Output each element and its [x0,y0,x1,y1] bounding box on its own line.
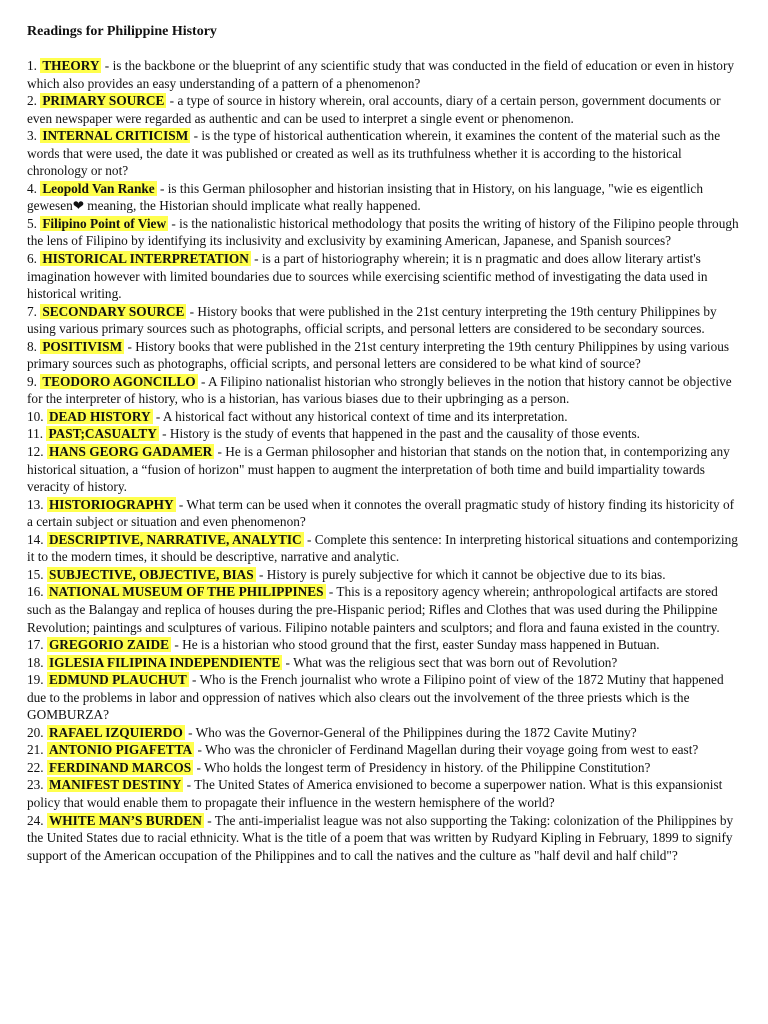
highlighted-term: POSITIVISM [42,338,123,354]
list-item: 18. IGLESIA FILIPINA INDEPENDIENTE - What was the religious sect that was born out of Revolution? [27,654,618,670]
list-item: 3. INTERNAL CRITICISM - is the type of historical authentication wherein, it examines the content of the material such as the words that were used, the date it was published or created as well as its truthfulness whether it is according to the historical chronology or not? [27,128,721,179]
item-description: is this German philosopher and historian insisting that in History, on his language, "wie es eigentlich gewesen❤ meaning, the Historian should implicate what really happened. [27,180,703,214]
item-number: 8. [27,338,37,354]
list-item: 10. DEAD HISTORY - A historical fact without any historical context of time and its interpretation. [27,408,568,424]
list-item: 8. POSITIVISM - History books that were published in the 21st century interpreting the 19th century Philippines by using various primary sources such as photographs, official scripts, and personal letters are considered to be what kind of source? [27,338,730,372]
list-item: 11. PAST;CASUALTY - History is the study of events that happened in the past and the causality of those events. [27,426,641,442]
highlighted-term: Leopold Van Ranke [42,180,155,196]
highlighted-term: ANTONIO PIGAFETTA [48,742,193,758]
item-description: A historical fact without any historical context of time and its interpretation. [162,408,568,424]
item-number: 21. [27,742,44,758]
highlighted-term: PAST;CASUALTY [48,426,157,442]
item-description: History books that were published in the 21st century interpreting the 19th century Philippines by using various primary sources such as photographs, official scripts, and personal letters are considered to be secondary sources. [27,303,717,337]
item-number: 13. [27,496,44,512]
highlighted-term: SUBJECTIVE, OBJECTIVE, BIAS [48,566,254,582]
item-description: History is purely subjective for which it cannot be objective due to its bias. [266,566,666,582]
item-description: is the type of historical authentication wherein, it examines the content of the material such as the words that were used, the date it was published or created as well as its truthfulness whether it is according to the historical chronology or not? [27,128,721,179]
highlighted-term: DESCRIPTIVE, NARRATIVE, ANALYTIC [48,531,302,547]
list-item: 12. HANS GEORG GADAMER - He is a German philosopher and historian that stands on the notion that, in contemporizing any historical situation, a “fusion of horizon" must happen to augment the interpretation of both time and build impartiality towards veracity of history. [27,444,730,495]
highlighted-term: IGLESIA FILIPINA INDEPENDIENTE [48,654,281,670]
highlighted-term: Filipino Point of View [42,215,167,231]
highlighted-term: NATIONAL MUSEUM OF THE PHILIPPINES [48,584,324,600]
item-description: a type of source in history wherein, oral accounts, diary of a certain person, government documents or even newspaper were regarded as authentic and can be used to interpret a single event or phenomenon. [27,93,721,126]
item-description: This is a repository agency wherein; anthropological artifacts are stored such as the Balangay and replica of houses during the pre-Hispanic period; Rifles and Clothes that was used during the Philippine Revolution; paintings and sculptures of various. Filipino notable painters and sculptors; and flora and fauna existed in the country. [27,584,720,635]
highlighted-term: THEORY [42,58,100,73]
item-description: What was the religious sect that was born out of Revolution? [293,654,618,670]
highlighted-term: RAFAEL IZQUIERDO [48,724,183,740]
list-item: 7. SECONDARY SOURCE - History books that were published in the 21st century interpreting the 19th century Philippines by using various primary sources such as photographs, official scripts, and personal letters are considered to be secondary sources. [27,303,717,337]
highlighted-term: DEAD HISTORY [48,408,151,424]
item-description: The United States of America envisioned to become a superpower nation. What is this expansionist policy that would enable them to propagate their influence in the western hemisphere of the world? [27,777,723,810]
list-item: 4. Leopold Van Ranke - is this German philosopher and historian insisting that in History, on his language, "wie es eigentlich gewesen❤ meaning, the Historian should implicate what really happened. [27,180,703,214]
item-number: 23. [27,777,44,793]
highlighted-term: HISTORICAL INTERPRETATION [42,251,249,267]
highlighted-term: FERDINAND MARCOS [48,759,192,775]
item-number: 7. [27,303,37,319]
list-item: 15. SUBJECTIVE, OBJECTIVE, BIAS - History is purely subjective for which it cannot be objective due to its bias. [27,566,666,582]
item-description: Who was the chronicler of Ferdinand Magellan during their voyage going from west to east? [205,742,699,758]
item-number: 20. [27,724,44,740]
item-description: is the nationalistic historical methodology that posits the writing of history of the Filipino people through the lens of Filipino by identifying its inclusivity and exclusivity by examining American, Japanese, and Spanish sources? [27,215,739,249]
list-item: 21. ANTONIO PIGAFETTA - Who was the chronicler of Ferdinand Magellan during their voyage going from west to east? [27,742,699,758]
highlighted-term: INTERNAL CRITICISM [42,128,189,144]
list-item: 6. HISTORICAL INTERPRETATION - is a part of historiography wherein; it is n pragmatic and does allow literary artist's imagination however with limited boundaries due to sources while exercising scientific method of investigating the data used in historical writing. [27,251,708,302]
list-item: 2. PRIMARY SOURCE - a type of source in history wherein, oral accounts, diary of a certain person, government documents or even newspaper were regarded as authentic and can be used to interpret a single event or phenomenon. [27,93,721,126]
list-item: 24. WHITE MAN’S BURDEN - The anti-imperialist league was not also supporting the Taking: colonization of the Philippines by the United States due to racial ethnicity. What is the title of a poem that was written by Rudyard Kipling in February, 1899 to signify support of the American occupation of the Philippines and to call the natives and the culture as "half devil and half child"? [27,812,734,863]
item-number: 4. [27,180,37,196]
item-number: 1. [27,58,37,73]
item-description: History books that were published in the 21st century interpreting the 19th century Philippines by using various primary sources such as photographs, official scripts, and personal letters are considered to be what kind of source? [27,338,730,372]
list-item: 23. MANIFEST DESTINY - The United States of America envisioned to become a superpower nation. What is this expansionist policy that would enable them to propagate their influence in the western hemisphere of the world? [27,777,723,810]
item-number: 12. [27,444,44,460]
highlighted-term: HANS GEORG GADAMER [48,444,213,460]
item-description: Who holds the longest term of Presidency in history. of the Philippine Constitution? [204,759,651,775]
highlighted-term: HISTORIOGRAPHY [48,496,174,512]
list-item: 9. TEODORO AGONCILLO - A Filipino nationalist historian who strongly believes in the notion that history cannot be objective for the interpreter of history, who is a historian, has various biases due to their upbringing as a person. [27,373,732,407]
item-description: Who was the Governor-General of the Philippines during the 1872 Cavite Mutiny? [195,724,637,740]
item-number: 19. [27,672,44,688]
item-number: 15. [27,566,44,582]
item-number: 5. [27,215,37,231]
list-item: 17. GREGORIO ZAIDE - He is a historian who stood ground that the first, easter Sunday mass happened in Butuan. [27,637,660,653]
highlighted-term: SECONDARY SOURCE [42,303,185,319]
item-number: 14. [27,531,44,547]
highlighted-term: PRIMARY SOURCE [42,93,165,109]
item-number: 16. [27,584,44,600]
list-item: 19. EDMUND PLAUCHUT - Who is the French journalist who wrote a Filipino point of view of the 1872 Mutiny that happened due to the problems in labor and oppression of natives which also clears out the involvement of the three priests which is the GOMBURZA? [27,672,724,723]
list-item: 16. NATIONAL MUSEUM OF THE PHILIPPINES - This is a repository agency wherein; anthropological artifacts are stored such as the Balangay and replica of houses during the pre-Hispanic period; Rifles and Clothes that was used during the Philippine Revolution; paintings and sculptures of various. Filipino notable painters and sculptors; and flora and fauna existed in the country. [27,584,720,635]
item-number: 11. [27,426,44,442]
list-item: 22. FERDINAND MARCOS - Who holds the longest term of Presidency in history. of the Philippine Constitution? [27,759,651,775]
item-number: 18. [27,654,44,670]
item-number: 3. [27,128,37,144]
highlighted-term: WHITE MAN’S BURDEN [48,812,202,828]
list-item: 5. Filipino Point of View - is the nationalistic historical methodology that posits the writing of history of the Filipino people through the lens of Filipino by identifying its inclusivity and exclusivity by examining American, Japanese, and Spanish sources? [27,215,739,249]
item-number: 24. [27,812,44,828]
highlighted-term: GREGORIO ZAIDE [48,637,170,653]
item-number: 2. [27,93,37,109]
item-description: is the backbone or the blueprint of any scientific study that was conducted in the field of education or even in history which also provides an easy understanding of a pattern of a phenomenon? [27,58,735,91]
highlighted-term: TEODORO AGONCILLO [42,373,196,389]
item-description: A Filipino nationalist historian who strongly believes in the notion that history cannot be objective for the interpreter of history, who is a historian, has various biases due to their upbringing as a person. [27,373,732,407]
highlighted-term: EDMUND PLAUCHUT [48,672,187,688]
item-number: 6. [27,251,37,267]
item-description: What term can be used when it connotes the overall pragmatic study of history finding its historicity of a certain subject or situation and even phenomenon? [27,496,735,530]
list-item: 1. THEORY - is the backbone or the blueprint of any scientific study that was conducted in the field of education or even in history which also provides an easy understanding of a pattern of a phenomenon? [27,58,735,91]
list-item: 20. RAFAEL IZQUIERDO - Who was the Governor-General of the Philippines during the 1872 Cavite Mutiny? [27,724,637,740]
item-description: He is a historian who stood ground that the first, easter Sunday mass happened in Butuan. [182,637,660,653]
item-number: 10. [27,408,44,424]
item-description: Complete this sentence: In interpreting historical situations and contemporizing it to the modern times, it should be descriptive, narrative and analytic. [27,531,738,565]
item-description: is a part of historiography wherein; it is n pragmatic and does allow literary artist's imagination however with limited boundaries due to sources while exercising scientific method of investigating the data used in historical writing. [27,251,708,302]
item-number: 17. [27,637,44,653]
item-description: Who is the French journalist who wrote a Filipino point of view of the 1872 Mutiny that happened due to the problems in labor and oppression of natives which also clears out the involvement of the three priests which is the GOMBURZA? [27,672,724,723]
readings-list [27,57,743,864]
highlighted-term: MANIFEST DESTINY [48,777,182,793]
item-description: He is a German philosopher and historian that stands on the notion that, in contemporizing any historical situation, a “fusion of horizon" must happen to augment the interpretation of both time and build impartiality towards veracity of history. [27,444,730,495]
item-description: History is the study of events that happened in the past and the causality of those events. [169,426,641,442]
item-number: 22. [27,759,44,775]
list-item: 14. DESCRIPTIVE, NARRATIVE, ANALYTIC - Complete this sentence: In interpreting historical situations and contemporizing it to the modern times, it should be descriptive, narrative and analytic. [27,531,738,565]
item-description: The anti-imperialist league was not also supporting the Taking: colonization of the Philippines by the United States due to racial ethnicity. What is the title of a poem that was written by Rudyard Kipling in February, 1899 to signify support of the American occupation of the Philippines and to call the natives and the culture as "half devil and half child"? [27,812,734,863]
list-item: 13. HISTORIOGRAPHY - What term can be used when it connotes the overall pragmatic study of history finding its historicity of a certain subject or situation and even phenomenon? [27,496,735,530]
item-number: 9. [27,373,37,389]
document-title: Readings for Philippine History [27,24,217,39]
